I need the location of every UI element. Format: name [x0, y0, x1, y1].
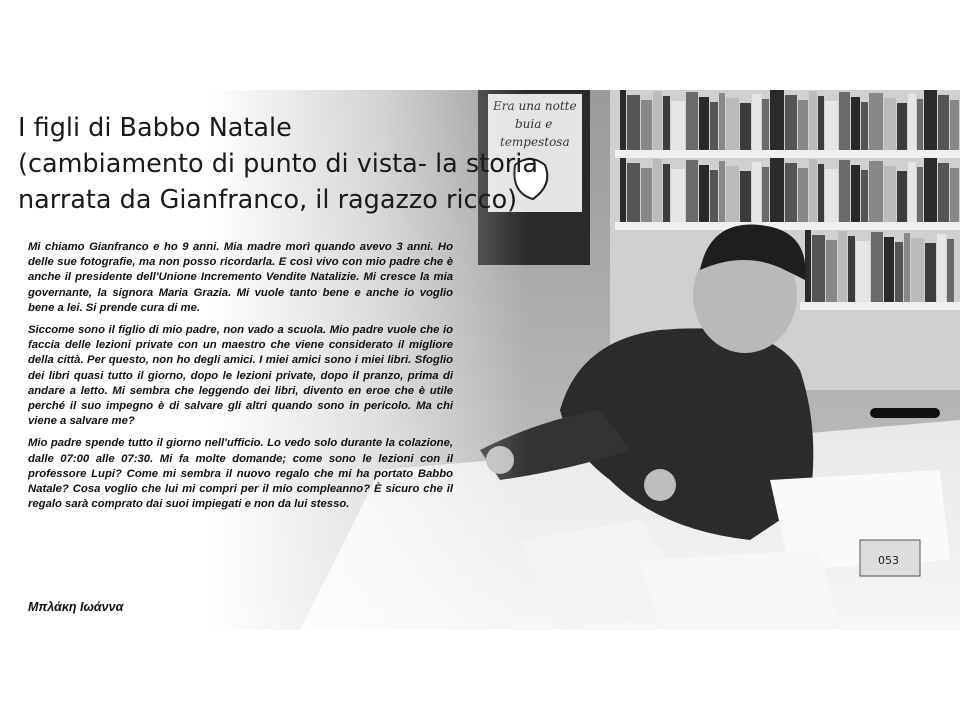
slide-title [18, 110, 578, 218]
author-name: Μπλάκη Ιωάννα [28, 600, 124, 614]
title-line: (cambiamento di punto di vista- la storia [18, 149, 538, 179]
title-line: narrata da Gianfranco, il ragazzo ricco) [18, 185, 518, 215]
title-line: I figli di Babbo Natale [18, 113, 292, 143]
story-text [28, 240, 453, 519]
paragraph: Mi chiamo Gianfranco e ho 9 anni. Mia madre morì quando avevo 3 anni. Ho delle sue fotografie, ma non posso ricordarla. E così vivo con mio padre che è anche il presidente dell'Unione Incremento Vendite Natalizie. Mi cresce la mia governante, la signora Maria Grazia. Mi vuole tanto bene e anche io voglio bene a lei. Si prende cura di me. [28, 241, 453, 314]
paragraph: Mio padre spende tutto il giorno nell'ufficio. Lo vedo solo durante la colazione, dalle 07:00 alle 07:30. Mi fa molte domande; come sono le lezioni con il professore Lupi? Come mi sembra il nuovo regalo che mi ha portato Babbo Natale? Cosa voglio che lui mi compri per il mio compleanno? È sicuro che il regalo sarà comprato dai suoi impiegati e non da lui stesso. [28, 437, 453, 511]
paragraph: Siccome sono il figlio di mio padre, non vado a scuola. Mio padre vuole che io faccia delle lezioni private con un maestro che viene considerato il migliore della città. Per questo, non ho degli amici. I miei amici sono i miei libri. Sfoglio dei libri quasi tutto il giorno, dopo le lezioni private, dopo il pranzo, prima di andare a letto. Mi sembra che leggendo dei libri, divento en eroe che è utile perché il suo impegno è di salvare gli altri quando sono in pericolo. Ma chi viene a salvare me? [28, 324, 453, 428]
